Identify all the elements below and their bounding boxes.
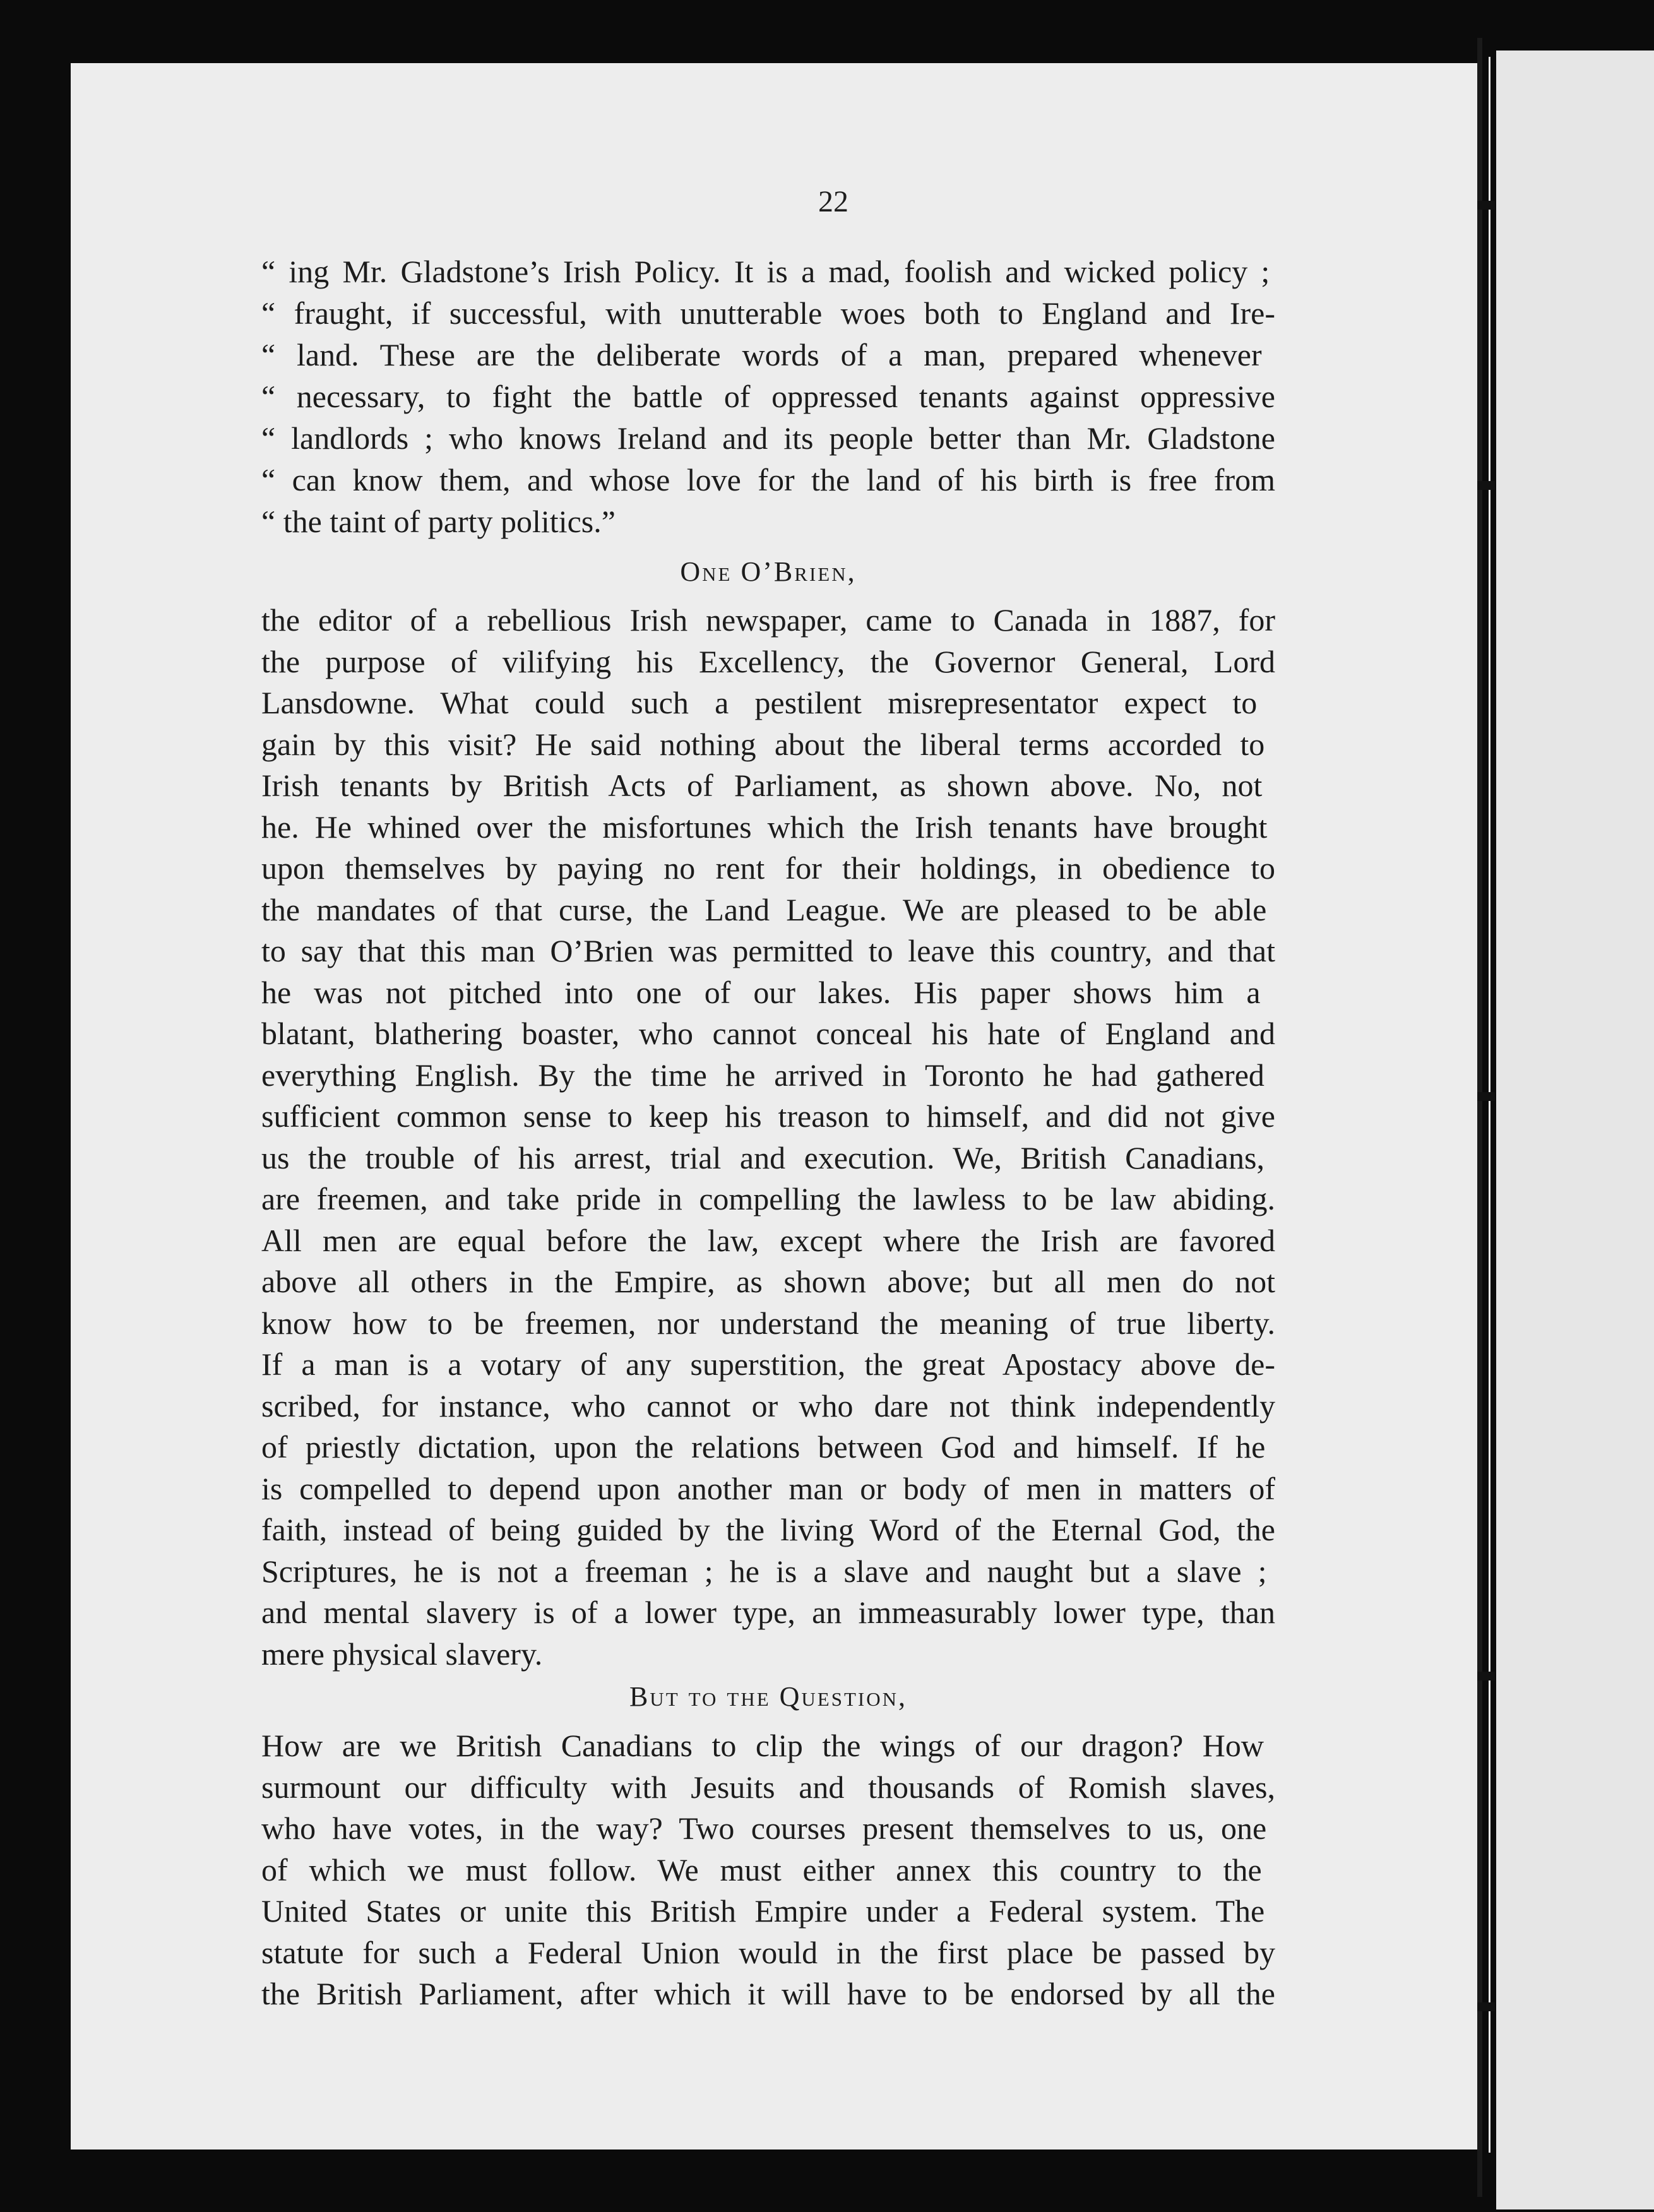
body-line: gain by this visit? He said nothing about the liberal terms accorded to bbox=[261, 726, 1265, 762]
body-line: of which we must follow. We must either annex this country to the bbox=[261, 1852, 1262, 1888]
body-line: blatant, blathering boaster, who cannot conceal his hate of England and bbox=[261, 1016, 1275, 1051]
body-line: to say that this man O’Brien was permitted to leave this country, and that bbox=[261, 933, 1275, 968]
body-line: All men are equal before the law, except where the Irish are favored bbox=[261, 1222, 1275, 1258]
body-line: everything English. By the time he arrived in Toronto he had gathered bbox=[261, 1057, 1264, 1093]
body-line: mere physical slavery. bbox=[261, 1636, 543, 1672]
section-heading: One O’Brien, bbox=[680, 556, 857, 587]
body-line: is compelled to depend upon another man or body of men in matters of bbox=[261, 1470, 1275, 1506]
body-line: the mandates of that curse, the Land League. We are pleased to be able bbox=[261, 891, 1267, 927]
quote-line: “ the taint of party politics.” bbox=[261, 504, 616, 539]
body-line: Scriptures, he is not a freeman ; he is a slave and naught but a slave ; bbox=[261, 1553, 1267, 1589]
body-line: How are we British Canadians to clip the wings of our dragon? How bbox=[261, 1728, 1264, 1763]
quote-line: “ necessary, to fight the battle of oppressed tenants against oppressive bbox=[261, 379, 1275, 414]
body-line: United States or unite this British Empire under a Federal system. The bbox=[261, 1893, 1265, 1929]
body-line: the purpose of vilifying his Excellency, the Governor General, Lord bbox=[261, 643, 1275, 679]
body-line: are freemen, and take pride in compelling the lawless to be law abiding. bbox=[261, 1181, 1275, 1216]
body-line: the British Parliament, after which it will have to be endorsed by all the bbox=[261, 1976, 1275, 2011]
body-line: he was not pitched into one of our lakes. His paper shows him a bbox=[261, 974, 1261, 1010]
quote-line: “ ing Mr. Gladstone’s Irish Policy. It is a mad, foolish and wicked policy ; bbox=[261, 254, 1270, 289]
body-line: faith, instead of being guided by the living Word of the Eternal God, the bbox=[261, 1512, 1275, 1547]
body-line: sufficient common sense to keep his treason to himself, and did not give bbox=[261, 1098, 1275, 1134]
book-spine bbox=[1477, 38, 1482, 2197]
body-line: he. He whined over the misfortunes which the Irish tenants have brought bbox=[261, 809, 1268, 845]
body-line: Lansdowne. What could such a pestilent misrepresentator expect to bbox=[261, 685, 1258, 720]
body-line: Irish tenants by British Acts of Parliament, as shown above. No, not bbox=[261, 768, 1263, 803]
quote-line: “ land. These are the deliberate words of a man, prepared whenever bbox=[261, 337, 1262, 372]
body-line: surmount our difficulty with Jesuits and thousands of Romish slaves, bbox=[261, 1769, 1275, 1805]
page-number: 22 bbox=[818, 185, 848, 218]
body-line: know how to be freemen, nor understand the meaning of true liberty. bbox=[261, 1305, 1275, 1341]
body-line: us the trouble of his arrest, trial and execution. We, British Canadians, bbox=[261, 1139, 1264, 1175]
spine-gutter-line bbox=[1489, 57, 1490, 2153]
body-line: of priestly dictation, upon the relations between God and himself. If he bbox=[261, 1429, 1266, 1465]
body-line: scribed, for instance, who cannot or who dare not think independently bbox=[261, 1388, 1275, 1424]
body-line: the editor of a rebellious Irish newspaper, came to Canada in 1887, for bbox=[261, 602, 1275, 638]
body-line: and mental slavery is of a lower type, an immeasurably lower type, than bbox=[261, 1595, 1275, 1630]
body-line: upon themselves by paying no rent for their holdings, in obedience to bbox=[261, 850, 1275, 886]
section-heading: But to the Question, bbox=[629, 1681, 908, 1712]
facing-page-edge bbox=[1496, 51, 1654, 2209]
body-line: above all others in the Empire, as shown above; but all men do not bbox=[261, 1264, 1275, 1299]
body-line: If a man is a votary of any superstition, the great Apostacy above de- bbox=[261, 1347, 1275, 1382]
body-line: who have votes, in the way? Two courses present themselves to us, one bbox=[261, 1811, 1267, 1846]
quote-line: “ landlords ; who knows Ireland and its people better than Mr. Gladstone bbox=[261, 420, 1275, 456]
quote-line: “ can know them, and whose love for the land of his birth is free from bbox=[261, 462, 1275, 497]
quote-line: “ fraught, if successful, with unutterable woes both to England and Ire- bbox=[261, 295, 1275, 331]
body-line: statute for such a Federal Union would in the first place be passed by bbox=[261, 1934, 1275, 1970]
